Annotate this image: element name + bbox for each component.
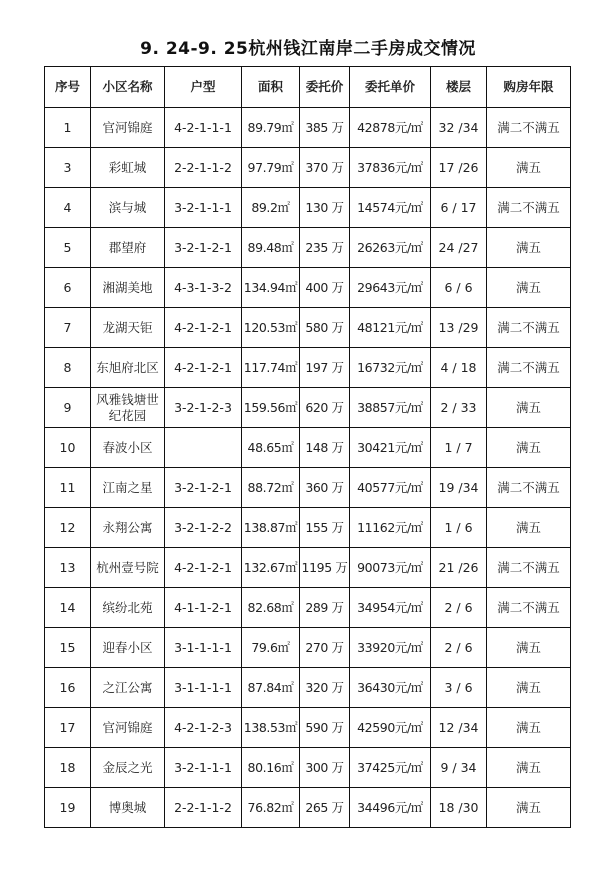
cell-price: 620 万 (300, 388, 350, 428)
cell-area: 89.48㎡ (242, 228, 300, 268)
cell-community: 江南之星 (91, 468, 165, 508)
cell-unit-price: 36430元/㎡ (350, 668, 431, 708)
table-row (45, 588, 571, 628)
header-no: 序号 (45, 67, 91, 108)
cell-years: 满五 (487, 388, 571, 428)
cell-years: 满五 (487, 668, 571, 708)
cell-area: 80.16㎡ (242, 748, 300, 788)
table-row (45, 548, 571, 588)
cell-community: 湘湖美地 (91, 268, 165, 308)
cell-layout: 3-2-1-2-3 (165, 388, 242, 428)
cell-price: 265 万 (300, 788, 350, 828)
cell-price: 197 万 (300, 348, 350, 388)
header-community: 小区名称 (91, 67, 165, 108)
cell-area: 138.87㎡ (242, 508, 300, 548)
cell-floor: 17 /26 (431, 148, 487, 188)
cell-years: 满二不满五 (487, 308, 571, 348)
cell-unit-price: 29643元/㎡ (350, 268, 431, 308)
table-header-row (45, 67, 571, 108)
cell-price: 155 万 (300, 508, 350, 548)
header-unit-price: 委托单价 (350, 67, 431, 108)
cell-price: 360 万 (300, 468, 350, 508)
cell-price: 235 万 (300, 228, 350, 268)
cell-years: 满二不满五 (487, 468, 571, 508)
cell-layout (165, 428, 242, 468)
cell-years: 满二不满五 (487, 548, 571, 588)
cell-layout: 3-2-1-2-1 (165, 468, 242, 508)
transaction-table (44, 66, 571, 828)
header-price: 委托价 (300, 67, 350, 108)
cell-price: 590 万 (300, 708, 350, 748)
cell-years: 满五 (487, 628, 571, 668)
cell-area: 88.72㎡ (242, 468, 300, 508)
cell-no: 14 (45, 588, 91, 628)
cell-layout: 4-2-1-1-1 (165, 108, 242, 148)
cell-community: 博奥城 (91, 788, 165, 828)
cell-years: 满五 (487, 748, 571, 788)
cell-floor: 6 / 6 (431, 268, 487, 308)
cell-layout: 4-2-1-2-1 (165, 548, 242, 588)
table-row (45, 148, 571, 188)
cell-community: 风雅钱塘世纪花园 (91, 388, 165, 428)
cell-price: 130 万 (300, 188, 350, 228)
cell-community: 郡望府 (91, 228, 165, 268)
cell-layout: 4-1-1-2-1 (165, 588, 242, 628)
cell-area: 82.68㎡ (242, 588, 300, 628)
header-area: 面积 (242, 67, 300, 108)
cell-floor: 19 /34 (431, 468, 487, 508)
cell-no: 12 (45, 508, 91, 548)
cell-no: 17 (45, 708, 91, 748)
cell-unit-price: 37836元/㎡ (350, 148, 431, 188)
cell-price: 1195 万 (300, 548, 350, 588)
cell-community: 永翔公寓 (91, 508, 165, 548)
cell-floor: 2 / 6 (431, 588, 487, 628)
cell-unit-price: 34496元/㎡ (350, 788, 431, 828)
cell-community: 迎春小区 (91, 628, 165, 668)
cell-area: 138.53㎡ (242, 708, 300, 748)
cell-area: 132.67㎡ (242, 548, 300, 588)
cell-layout: 2-2-1-1-2 (165, 148, 242, 188)
cell-unit-price: 90073元/㎡ (350, 548, 431, 588)
cell-years: 满二不满五 (487, 188, 571, 228)
table-row (45, 348, 571, 388)
cell-layout: 4-3-1-3-2 (165, 268, 242, 308)
cell-unit-price: 48121元/㎡ (350, 308, 431, 348)
cell-floor: 24 /27 (431, 228, 487, 268)
cell-price: 370 万 (300, 148, 350, 188)
cell-no: 5 (45, 228, 91, 268)
cell-unit-price: 37425元/㎡ (350, 748, 431, 788)
table-row (45, 308, 571, 348)
cell-area: 89.79㎡ (242, 108, 300, 148)
cell-years: 满五 (487, 428, 571, 468)
cell-unit-price: 16732元/㎡ (350, 348, 431, 388)
cell-years: 满五 (487, 228, 571, 268)
cell-years: 满五 (487, 148, 571, 188)
table-row (45, 108, 571, 148)
cell-unit-price: 33920元/㎡ (350, 628, 431, 668)
table-row (45, 468, 571, 508)
cell-community: 杭州壹号院 (91, 548, 165, 588)
cell-community: 之江公寓 (91, 668, 165, 708)
cell-price: 148 万 (300, 428, 350, 468)
cell-price: 289 万 (300, 588, 350, 628)
header-floor: 楼层 (431, 67, 487, 108)
cell-unit-price: 14574元/㎡ (350, 188, 431, 228)
cell-community: 彩虹城 (91, 148, 165, 188)
cell-no: 9 (45, 388, 91, 428)
cell-community: 缤纷北苑 (91, 588, 165, 628)
cell-years: 满二不满五 (487, 588, 571, 628)
cell-floor: 21 /26 (431, 548, 487, 588)
cell-area: 89.2㎡ (242, 188, 300, 228)
cell-layout: 4-2-1-2-3 (165, 708, 242, 748)
cell-no: 7 (45, 308, 91, 348)
table-body (45, 108, 571, 828)
cell-unit-price: 40577元/㎡ (350, 468, 431, 508)
cell-unit-price: 38857元/㎡ (350, 388, 431, 428)
table-row (45, 628, 571, 668)
cell-layout: 3-2-1-1-1 (165, 188, 242, 228)
cell-layout: 3-2-1-2-1 (165, 228, 242, 268)
table-row (45, 788, 571, 828)
cell-floor: 9 / 34 (431, 748, 487, 788)
cell-price: 320 万 (300, 668, 350, 708)
table-row (45, 268, 571, 308)
cell-years: 满二不满五 (487, 108, 571, 148)
cell-floor: 3 / 6 (431, 668, 487, 708)
cell-price: 300 万 (300, 748, 350, 788)
cell-floor: 13 /29 (431, 308, 487, 348)
cell-price: 270 万 (300, 628, 350, 668)
table-row (45, 388, 571, 428)
cell-community: 官河锦庭 (91, 708, 165, 748)
cell-no: 11 (45, 468, 91, 508)
cell-floor: 1 / 7 (431, 428, 487, 468)
cell-community: 滨与城 (91, 188, 165, 228)
cell-no: 8 (45, 348, 91, 388)
cell-layout: 2-2-1-1-2 (165, 788, 242, 828)
cell-price: 400 万 (300, 268, 350, 308)
table-row (45, 748, 571, 788)
cell-years: 满五 (487, 268, 571, 308)
cell-layout: 3-1-1-1-1 (165, 628, 242, 668)
cell-area: 48.65㎡ (242, 428, 300, 468)
header-layout: 户型 (165, 67, 242, 108)
cell-layout: 3-2-1-1-1 (165, 748, 242, 788)
cell-floor: 12 /34 (431, 708, 487, 748)
cell-layout: 3-2-1-2-2 (165, 508, 242, 548)
cell-no: 18 (45, 748, 91, 788)
cell-area: 87.84㎡ (242, 668, 300, 708)
cell-years: 满五 (487, 508, 571, 548)
cell-no: 4 (45, 188, 91, 228)
cell-community: 春波小区 (91, 428, 165, 468)
cell-floor: 1 / 6 (431, 508, 487, 548)
cell-floor: 4 / 18 (431, 348, 487, 388)
cell-area: 97.79㎡ (242, 148, 300, 188)
cell-floor: 32 /34 (431, 108, 487, 148)
cell-no: 16 (45, 668, 91, 708)
cell-no: 13 (45, 548, 91, 588)
cell-years: 满五 (487, 708, 571, 748)
cell-layout: 4-2-1-2-1 (165, 308, 242, 348)
cell-no: 10 (45, 428, 91, 468)
cell-no: 15 (45, 628, 91, 668)
cell-community: 官河锦庭 (91, 108, 165, 148)
cell-area: 159.56㎡ (242, 388, 300, 428)
table-row (45, 228, 571, 268)
cell-years: 满二不满五 (487, 348, 571, 388)
cell-unit-price: 30421元/㎡ (350, 428, 431, 468)
cell-layout: 3-1-1-1-1 (165, 668, 242, 708)
cell-unit-price: 34954元/㎡ (350, 588, 431, 628)
cell-area: 117.74㎡ (242, 348, 300, 388)
table-row (45, 428, 571, 468)
cell-no: 1 (45, 108, 91, 148)
table-row (45, 708, 571, 748)
cell-no: 3 (45, 148, 91, 188)
cell-area: 79.6㎡ (242, 628, 300, 668)
cell-unit-price: 11162元/㎡ (350, 508, 431, 548)
cell-community: 龙湖天钜 (91, 308, 165, 348)
page-title: 9. 24-9. 25杭州钱江南岸二手房成交情况 (140, 39, 476, 59)
cell-floor: 18 /30 (431, 788, 487, 828)
cell-floor: 2 / 6 (431, 628, 487, 668)
cell-floor: 2 / 33 (431, 388, 487, 428)
cell-area: 76.82㎡ (242, 788, 300, 828)
cell-community: 东旭府北区 (91, 348, 165, 388)
cell-price: 385 万 (300, 108, 350, 148)
table-row (45, 668, 571, 708)
cell-community: 金辰之光 (91, 748, 165, 788)
table-row (45, 188, 571, 228)
cell-floor: 6 / 17 (431, 188, 487, 228)
cell-price: 580 万 (300, 308, 350, 348)
table-row (45, 508, 571, 548)
cell-no: 6 (45, 268, 91, 308)
cell-unit-price: 42878元/㎡ (350, 108, 431, 148)
cell-area: 134.94㎡ (242, 268, 300, 308)
cell-area: 120.53㎡ (242, 308, 300, 348)
header-years: 购房年限 (487, 67, 571, 108)
cell-layout: 4-2-1-2-1 (165, 348, 242, 388)
cell-unit-price: 26263元/㎡ (350, 228, 431, 268)
cell-years: 满五 (487, 788, 571, 828)
cell-no: 19 (45, 788, 91, 828)
cell-unit-price: 42590元/㎡ (350, 708, 431, 748)
